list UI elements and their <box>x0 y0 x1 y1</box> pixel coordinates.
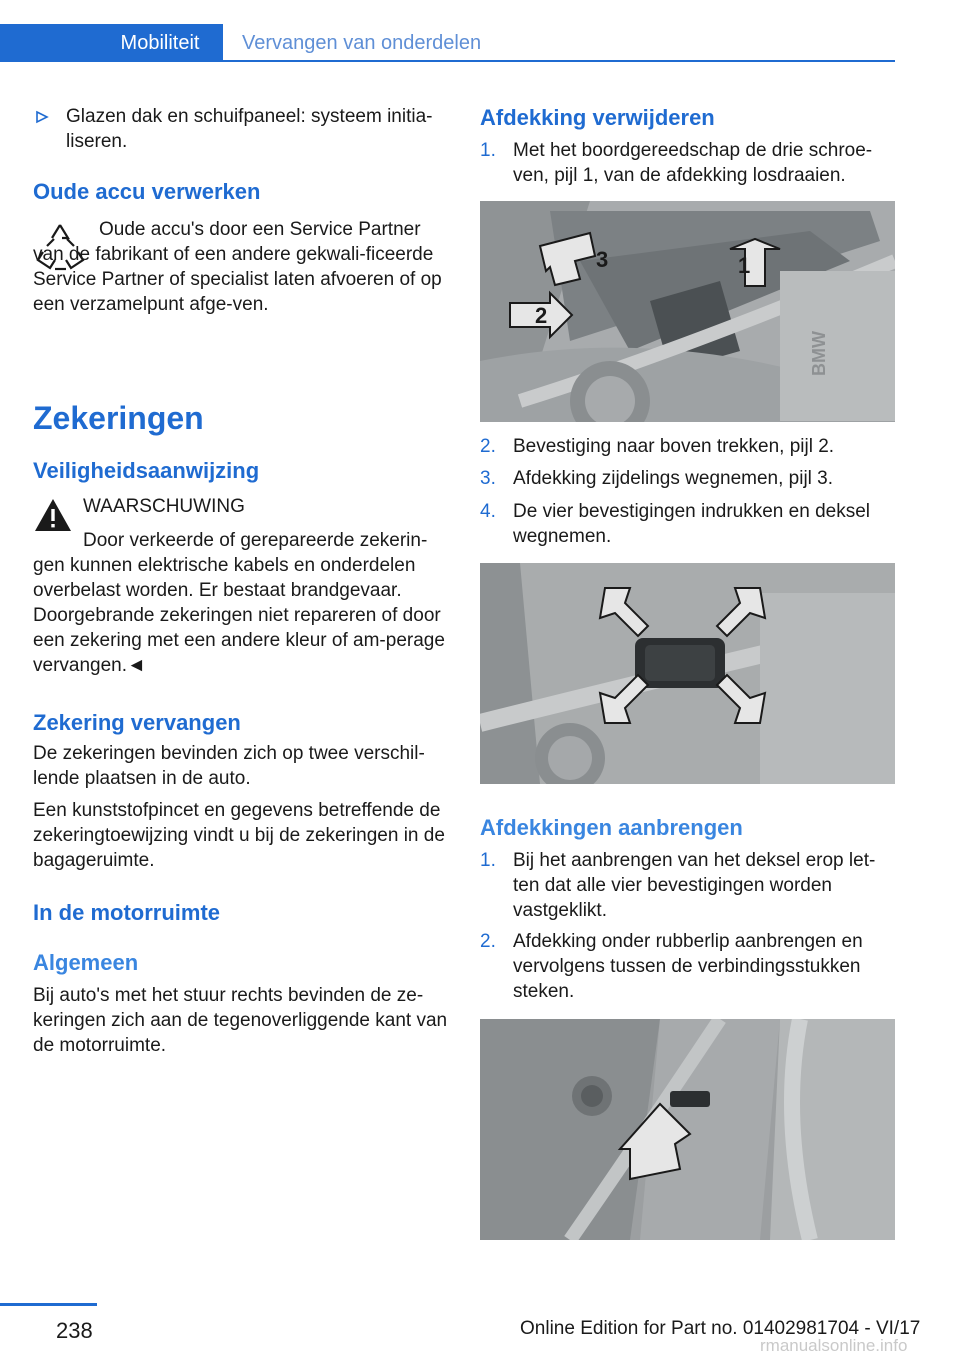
attach-step-1 <box>480 848 895 921</box>
step-text: De vier bevestigingen indrukken en deksel wegnemen. <box>513 501 870 547</box>
photo-rubber-lip <box>480 1019 895 1240</box>
remove-step-1 <box>480 138 895 186</box>
step-text: Bevestiging naar boven trekken, pijl 2. <box>513 436 835 457</box>
edition-info: Online Edition for Part no. 01402981704 - VI/17 <box>520 1318 921 1339</box>
heading-general: Algemeen <box>33 950 139 975</box>
step-text: Afdekking onder rubberlip aanbrengen en vervolgens tussen de verbindingsstukken steken. <box>513 931 863 1002</box>
attach-step-2 <box>480 929 895 1002</box>
remove-step-2 <box>480 434 895 459</box>
replace-paragraph-1: De zekeringen bevinden zich op twee verschil-lende plaatsen in de auto. <box>33 743 425 789</box>
header-bar-left <box>0 24 97 62</box>
photo-cover-arrows <box>480 201 895 422</box>
step-number: 4. <box>480 501 496 522</box>
photo-brand-text: BMW <box>809 331 829 376</box>
arrow-label-2: 2 <box>535 303 548 328</box>
step-number: 1. <box>480 850 496 871</box>
old-battery-text: Oude accu's door een Service Partner van de fabrikant of een andere gekwali-ficeerde Service Partner of specialist laten afvoeren of op een verzamelpunt afge-ven. <box>33 219 442 315</box>
warning-label: WAARSCHUWING <box>83 496 245 517</box>
arrow-label-3: 3 <box>596 247 609 272</box>
page-number: 238 <box>56 1318 93 1343</box>
step-number: 3. <box>480 468 496 489</box>
replace-paragraph-2: Een kunststofpincet en gegevens betreffende de zekeringtoewijzing vindt u bij de zekeringen in de bagageruimte. <box>33 800 445 871</box>
heading-old-battery-text: Oude accu verwerken <box>33 179 261 204</box>
header-rule <box>223 60 895 62</box>
step-number: 2. <box>480 436 496 457</box>
tab-mobiliteit[interactable]: Mobiliteit <box>97 24 223 62</box>
general-text: Bij auto's met het stuur rechts bevinden de ze-keringen zich aan de tegenoverliggende kant van de motorruimte. <box>33 985 448 1056</box>
heading-attach-covers: Afdekkingen aanbrengen <box>480 815 743 840</box>
photo-four-fasteners <box>480 563 895 784</box>
triangle-bullet-icon <box>35 110 49 124</box>
footer-rule <box>0 1303 97 1306</box>
step-number: 1. <box>480 140 496 161</box>
step-text: Met het boordgereedschap de drie schroe-ven, pijl 1, van de afdekking losdraaien. <box>513 140 873 186</box>
heading-old-battery <box>33 179 260 205</box>
step-text: Afdekking zijdelings wegnemen, pijl 3. <box>513 468 834 489</box>
bullet-item: Glazen dak en schuifpaneel: systeem initia- liseren. <box>66 106 433 152</box>
arrow-label-1: 1 <box>738 253 751 278</box>
page-header <box>0 0 960 62</box>
heading-engine-compartment: In de motorruimte <box>33 900 221 925</box>
heading-replace-fuse: Zekering vervangen <box>33 710 241 735</box>
remove-step-4 <box>480 499 895 547</box>
warning-text: Door verkeerde of gerepareerde zekerin-gen kunnen elektrische kabels en onderdelen overbelast worden. Er bestaat brandgevaar. Doorgebrande zekeringen niet repareren of door een zekering met een andere kleur of am-perage vervangen.◄ <box>33 530 445 676</box>
remove-step-3 <box>480 466 895 491</box>
heading-remove-cover: Afdekking verwijderen <box>480 105 715 130</box>
heading-fuses: Zekeringen <box>33 400 204 436</box>
tab-vervangen-van-onderdelen[interactable]: Vervangen van onderdelen <box>242 31 482 54</box>
step-text: Bij het aanbrengen van het deksel erop let-ten dat alle vier bevestigingen worden vastgeklikt. <box>513 850 876 921</box>
watermark: rmanualsonline.info <box>760 1336 908 1355</box>
step-number: 2. <box>480 931 496 952</box>
heading-safety: Veiligheidsaanwijzing <box>33 458 260 483</box>
